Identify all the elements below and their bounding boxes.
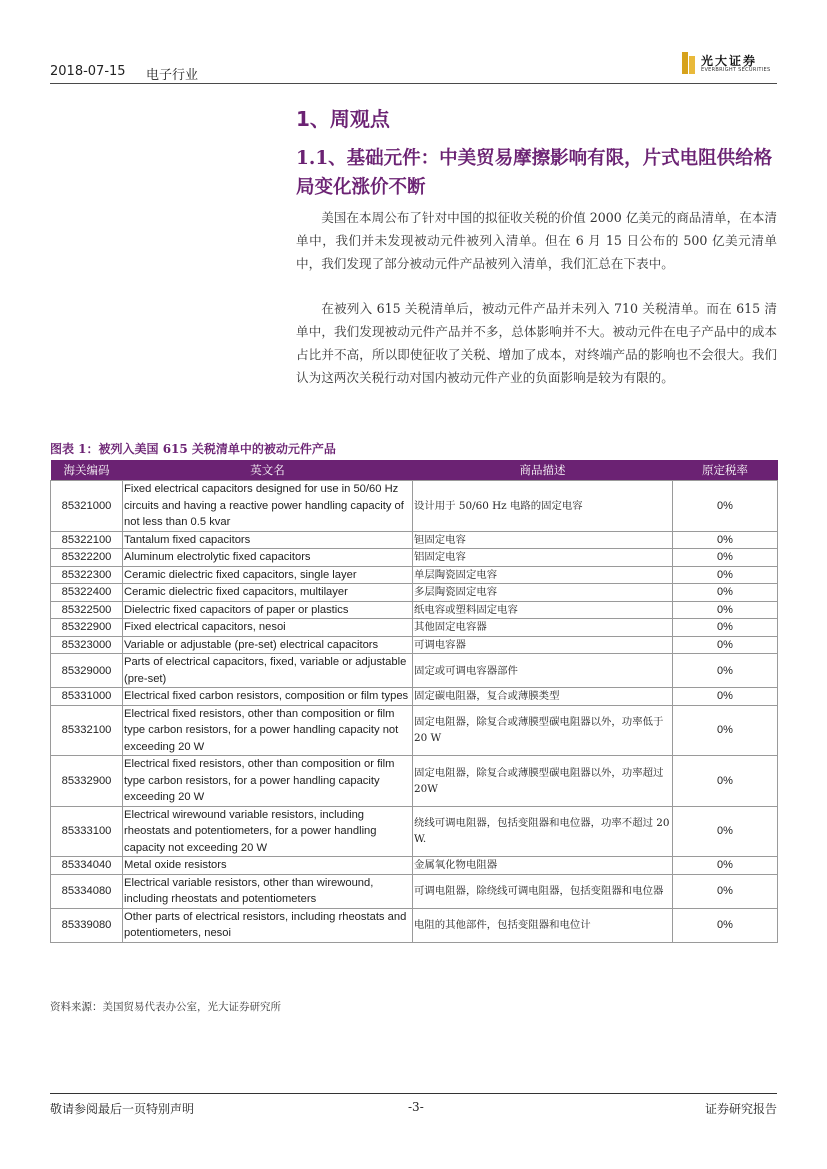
cell-code: 85322400: [51, 584, 123, 602]
cell-description: 设计用于 50/60 Hz 电路的固定电容: [413, 481, 673, 532]
cell-english: Fixed electrical capacitors, nesoi: [123, 619, 413, 637]
cell-description: 其他固定电容器: [413, 619, 673, 637]
cell-english: Tantalum fixed capacitors: [123, 531, 413, 549]
cell-code: 85322100: [51, 531, 123, 549]
cell-english: Fixed electrical capacitors designed for use in 50/60 Hz circuits and having a reactive power handling capacity of not less than 0.5 kvar: [123, 481, 413, 532]
cell-code: 85334080: [51, 874, 123, 908]
header-hs-code: 海关编码: [51, 460, 123, 481]
cell-code: 85334040: [51, 857, 123, 875]
cell-description: 纸电容或塑料固定电容: [413, 601, 673, 619]
logo-text-cn: 光大证券: [701, 54, 758, 68]
cell-english: Metal oxide resistors: [123, 857, 413, 875]
cell-description: 钽固定电容: [413, 531, 673, 549]
table-row: [51, 688, 778, 706]
table-row: [51, 601, 778, 619]
cell-rate: 0%: [673, 874, 778, 908]
body-paragraph-1: 美国在本周公布了针对中国的拟征收关税的价值 2000 亿美元的商品清单，在本清单中，我们并未发现被动元件被列入清单。但在 6 月 15 日公布的 500 亿美元清单中，我们发现了部分被动元件产品被列入清单，我们汇总在下表中。: [296, 210, 777, 271]
cell-code: 85332100: [51, 705, 123, 756]
cell-rate: 0%: [673, 688, 778, 706]
cell-code: 85322200: [51, 549, 123, 567]
cell-rate: 0%: [673, 654, 778, 688]
tariff-table-container: [50, 460, 777, 943]
table-row: [51, 584, 778, 602]
cell-english: Electrical fixed resistors, other than composition or film type carbon resistors, for a power handling capacity exceeding 20 W: [123, 756, 413, 807]
cell-code: 85331000: [51, 688, 123, 706]
table-row: [51, 566, 778, 584]
cell-description: 可调电阻器，除绕线可调电阻器，包括变阻器和电位器: [413, 874, 673, 908]
cell-english: Parts of electrical capacitors, fixed, variable or adjustable (pre-set): [123, 654, 413, 688]
report-type: 证券研究报告: [704, 1102, 777, 1116]
cell-english: Aluminum electrolytic fixed capacitors: [123, 549, 413, 567]
cell-english: Electrical wirewound variable resistors, including rheostats and potentiometers, for a power handling capacity not exceeding 20 W: [123, 806, 413, 857]
cell-rate: 0%: [673, 806, 778, 857]
page-footer: [50, 1093, 777, 1116]
table-row: [51, 857, 778, 875]
logo-mark-icon: [682, 52, 696, 74]
cell-english: Electrical variable resistors, other than wirewound, including rheostats and potentiometers: [123, 874, 413, 908]
table-row: [51, 549, 778, 567]
header-description: 商品描述: [413, 460, 673, 481]
cell-rate: 0%: [673, 481, 778, 532]
cell-description: 单层陶瓷固定电容: [413, 566, 673, 584]
cell-description: 电阻的其他部件，包括变阻器和电位计: [413, 908, 673, 942]
cell-rate: 0%: [673, 531, 778, 549]
cell-code: 85329000: [51, 654, 123, 688]
table-row: [51, 531, 778, 549]
header-divider: [50, 83, 777, 84]
cell-code: 85323000: [51, 636, 123, 654]
industry-label: 电子行业: [146, 68, 199, 83]
table-row: [51, 806, 778, 857]
cell-rate: 0%: [673, 549, 778, 567]
cell-description: 铝固定电容: [413, 549, 673, 567]
cell-rate: 0%: [673, 756, 778, 807]
cell-english: Electrical fixed resistors, other than composition or film type carbon resistors, for a power handling capacity not exceeding 20 W: [123, 705, 413, 756]
cell-description: 金属氧化物电阻器: [413, 857, 673, 875]
cell-description: 固定碳电阻器，复合或薄膜类型: [413, 688, 673, 706]
cell-rate: 0%: [673, 584, 778, 602]
cell-english: Ceramic dielectric fixed capacitors, multilayer: [123, 584, 413, 602]
cell-rate: 0%: [673, 908, 778, 942]
cell-description: 可调电容器: [413, 636, 673, 654]
cell-description: 绕线可调电阻器，包括变阻器和电位器，功率不超过 20 W.: [413, 806, 673, 857]
cell-description: 固定电阻器，除复合或薄膜型碳电阻器以外，功率超过 20W: [413, 756, 673, 807]
table-row: [51, 874, 778, 908]
section-title: 1、周观点: [296, 107, 390, 131]
cell-description: 多层陶瓷固定电容: [413, 584, 673, 602]
cell-rate: 0%: [673, 636, 778, 654]
table-row: [51, 908, 778, 942]
cell-code: 85332900: [51, 756, 123, 807]
tariff-table: [50, 460, 778, 943]
cell-english: Variable or adjustable (pre-set) electrical capacitors: [123, 636, 413, 654]
cell-code: 85322500: [51, 601, 123, 619]
cell-description: 固定电阻器，除复合或薄膜型碳电阻器以外，功率低于 20 W: [413, 705, 673, 756]
table-row: [51, 636, 778, 654]
logo-text-en: EVERBRIGHT SECURITIES: [701, 67, 771, 73]
cell-rate: 0%: [673, 857, 778, 875]
cell-rate: 0%: [673, 601, 778, 619]
table-row: [51, 654, 778, 688]
header-tariff-rate: 原定税率: [673, 460, 778, 481]
cell-code: 85321000: [51, 481, 123, 532]
cell-rate: 0%: [673, 705, 778, 756]
cell-english: Other parts of electrical resistors, including rheostats and potentiometers, nesoi: [123, 908, 413, 942]
table-row: [51, 619, 778, 637]
body-paragraph-2: 在被列入 615 关税清单后，被动元件产品并未列入 710 关税清单。而在 615 清单中，我们发现被动元件产品并不多，总体影响并不大。被动元件在电子产品中的成本占比并不高，所以即使征收了关税、增加了成本，对终端产品的影响也不会很大。我们认为这两次关税行动对国内被动元件产业的负面影响是较为有限的。: [296, 301, 777, 385]
table-row: [51, 705, 778, 756]
table-title: 图表 1：被列入美国 615 关税清单中的被动元件产品: [50, 442, 336, 456]
report-date: 2018-07-15: [50, 64, 126, 79]
table-source: 资料来源：美国贸易代表办公室，光大证券研究所: [50, 1001, 281, 1013]
cell-code: 85322900: [51, 619, 123, 637]
cell-code: 85333100: [51, 806, 123, 857]
disclaimer-note: 敬请参阅最后一页特别声明: [50, 1102, 195, 1116]
cell-english: Electrical fixed carbon resistors, composition or film types: [123, 688, 413, 706]
cell-code: 85322300: [51, 566, 123, 584]
cell-english: Dielectric fixed capacitors of paper or plastics: [123, 601, 413, 619]
everbright-logo: [682, 52, 777, 78]
cell-rate: 0%: [673, 619, 778, 637]
table-header-row: [51, 460, 778, 481]
cell-description: 固定或可调电容器部件: [413, 654, 673, 688]
header-english-name: 英文名: [123, 460, 413, 481]
cell-rate: 0%: [673, 566, 778, 584]
cell-english: Ceramic dielectric fixed capacitors, single layer: [123, 566, 413, 584]
table-row: [51, 481, 778, 532]
cell-code: 85339080: [51, 908, 123, 942]
page-number: -3-: [408, 1100, 424, 1114]
section-subtitle: 1.1、基础元件：中美贸易摩擦影响有限，片式电阻供给格局变化涨价不断: [296, 148, 773, 198]
table-row: [51, 756, 778, 807]
page-header: [50, 50, 777, 84]
